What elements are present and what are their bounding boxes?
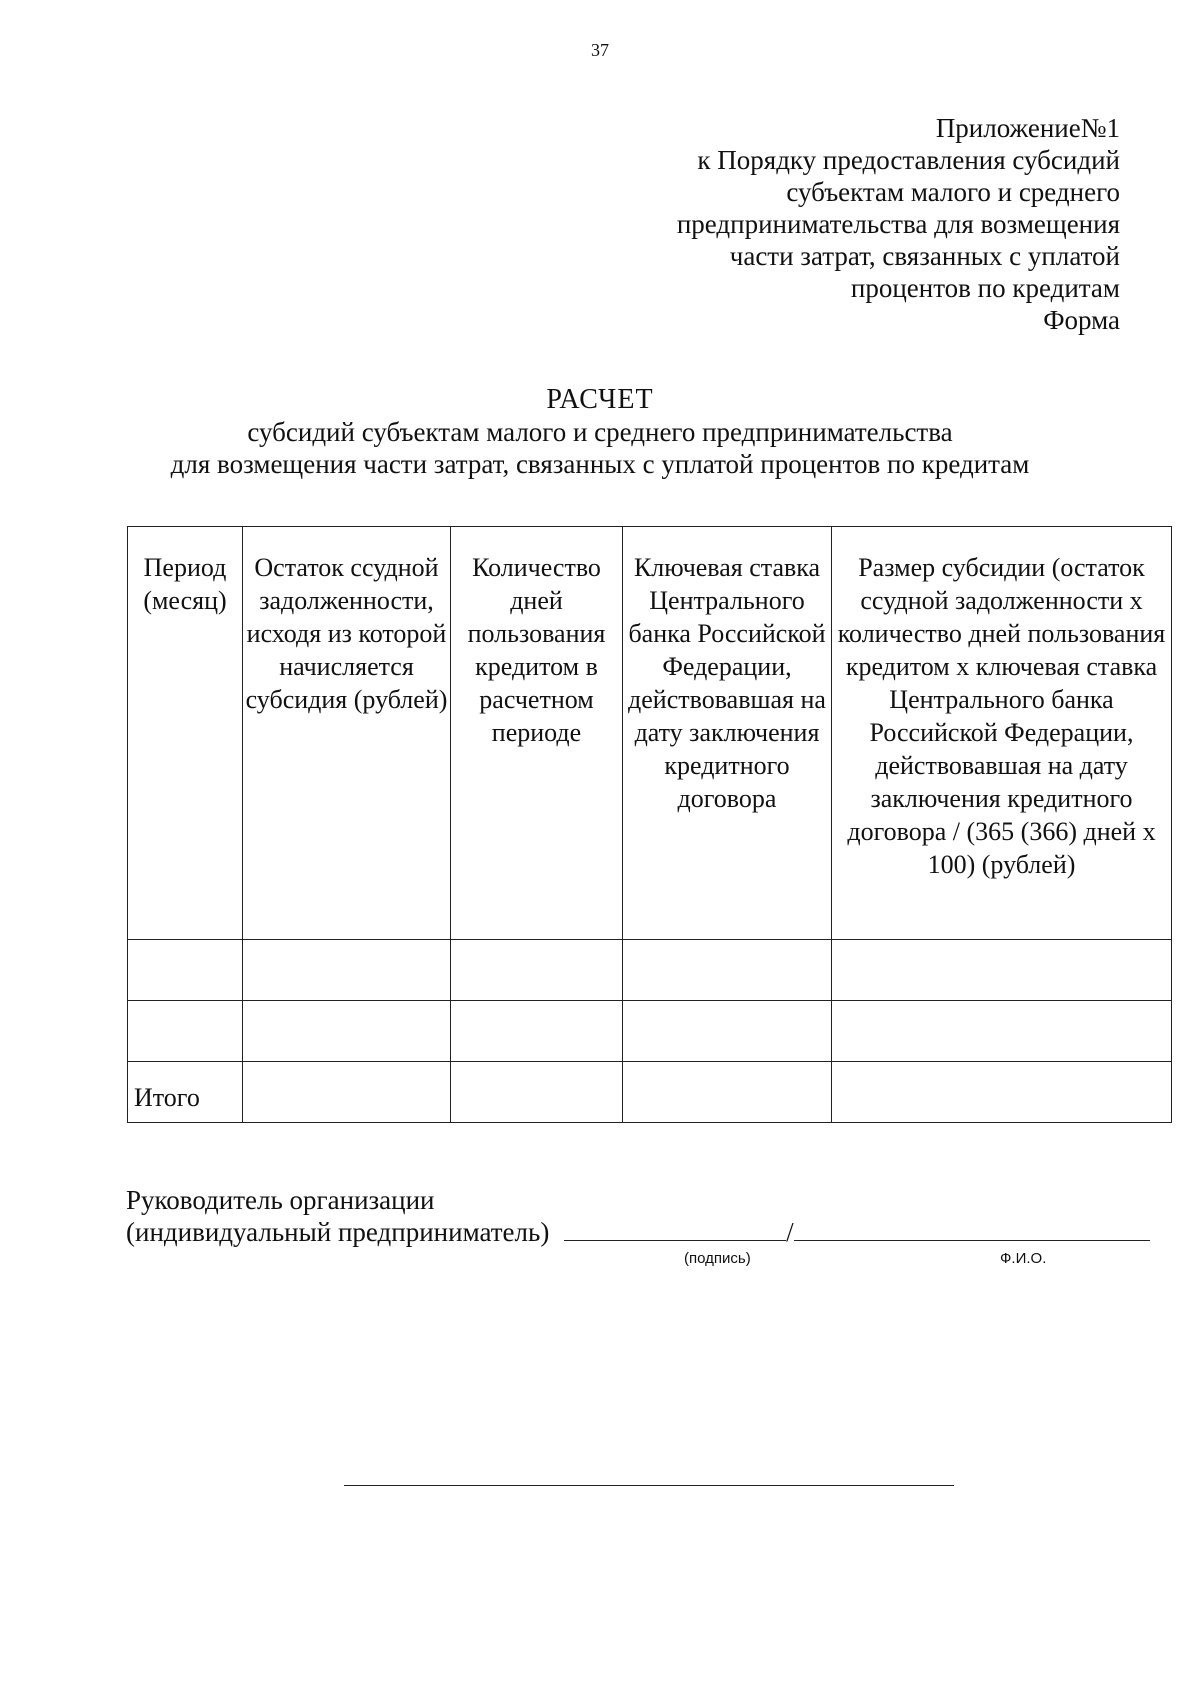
table-cell[interactable] (128, 1001, 243, 1062)
form-label: Форма (1043, 305, 1120, 335)
signature-line[interactable] (564, 1216, 786, 1241)
subsidy-calculation-table (127, 526, 1172, 1123)
appendix-line: Приложение№1 (935, 113, 1120, 143)
table-cell[interactable] (832, 1062, 1172, 1123)
signer-role: (индивидуальный предприниматель) (126, 1217, 550, 1247)
table-cell[interactable] (451, 940, 623, 1001)
header-loan-balance: Остаток ссудной задолженности, исходя из которой начисляется субсидия (рублей) (243, 527, 451, 940)
document-title (0, 384, 1200, 480)
table-cell[interactable] (451, 1001, 623, 1062)
table-row (128, 1001, 1172, 1062)
signature-block (126, 1184, 1150, 1248)
table-row (128, 940, 1172, 1001)
signature-row (126, 1216, 1150, 1248)
appendix-line: части затрат, связанных с уплатой (729, 241, 1120, 271)
signature-caption: (подпись) (684, 1250, 751, 1267)
header-key-rate: Ключевая ставка Центрального банка Российской Федерации, действовавшая на дату заключения кредитного договора (623, 527, 832, 940)
table-cell[interactable] (243, 1062, 451, 1123)
table-cell[interactable] (623, 940, 832, 1001)
total-row (128, 1062, 1172, 1123)
signer-title: Руководитель организации (126, 1185, 435, 1215)
appendix-line: субъектам малого и среднего (786, 177, 1120, 207)
page-number: 37 (591, 40, 609, 60)
total-label: Итого (128, 1062, 243, 1123)
table-cell[interactable] (832, 940, 1172, 1001)
table-cell[interactable] (243, 1001, 451, 1062)
header-days-count: Количество дней пользования кредитом в расчетном периоде (451, 527, 623, 940)
title-line: для возмещения части затрат, связанных с уплатой процентов по кредитам (170, 449, 1030, 479)
appendix-line: предпринимательства для возмещения (676, 209, 1120, 239)
table-cell[interactable] (623, 1001, 832, 1062)
header-period: Период (месяц) (128, 527, 243, 940)
full-name-line[interactable] (794, 1216, 1150, 1241)
appendix-line: процентов по кредитам (850, 273, 1120, 303)
table-cell[interactable] (832, 1001, 1172, 1062)
title-heading: РАСЧЕТ (546, 384, 654, 415)
bottom-divider (344, 1485, 954, 1486)
table-cell[interactable] (451, 1062, 623, 1123)
table-cell[interactable] (128, 940, 243, 1001)
full-name-caption: Ф.И.О. (1000, 1250, 1047, 1267)
appendix-block (677, 112, 1120, 336)
appendix-line: к Порядку предоставления субсидий (697, 145, 1120, 175)
table-header-row (128, 527, 1172, 940)
title-line: субсидий субъектам малого и среднего предпринимательства (247, 417, 953, 447)
separator-slash: / (786, 1217, 794, 1247)
table-cell[interactable] (623, 1062, 832, 1123)
header-subsidy-amount: Размер субсидии (остаток ссудной задолженности х количество дней пользования кредитом х ключевая ставка Центрального банка Российской Федерации, действовавшая на дату заключения кредитного договора / (365 (366) дней х 100) (рублей) (832, 527, 1172, 940)
table-cell[interactable] (243, 940, 451, 1001)
